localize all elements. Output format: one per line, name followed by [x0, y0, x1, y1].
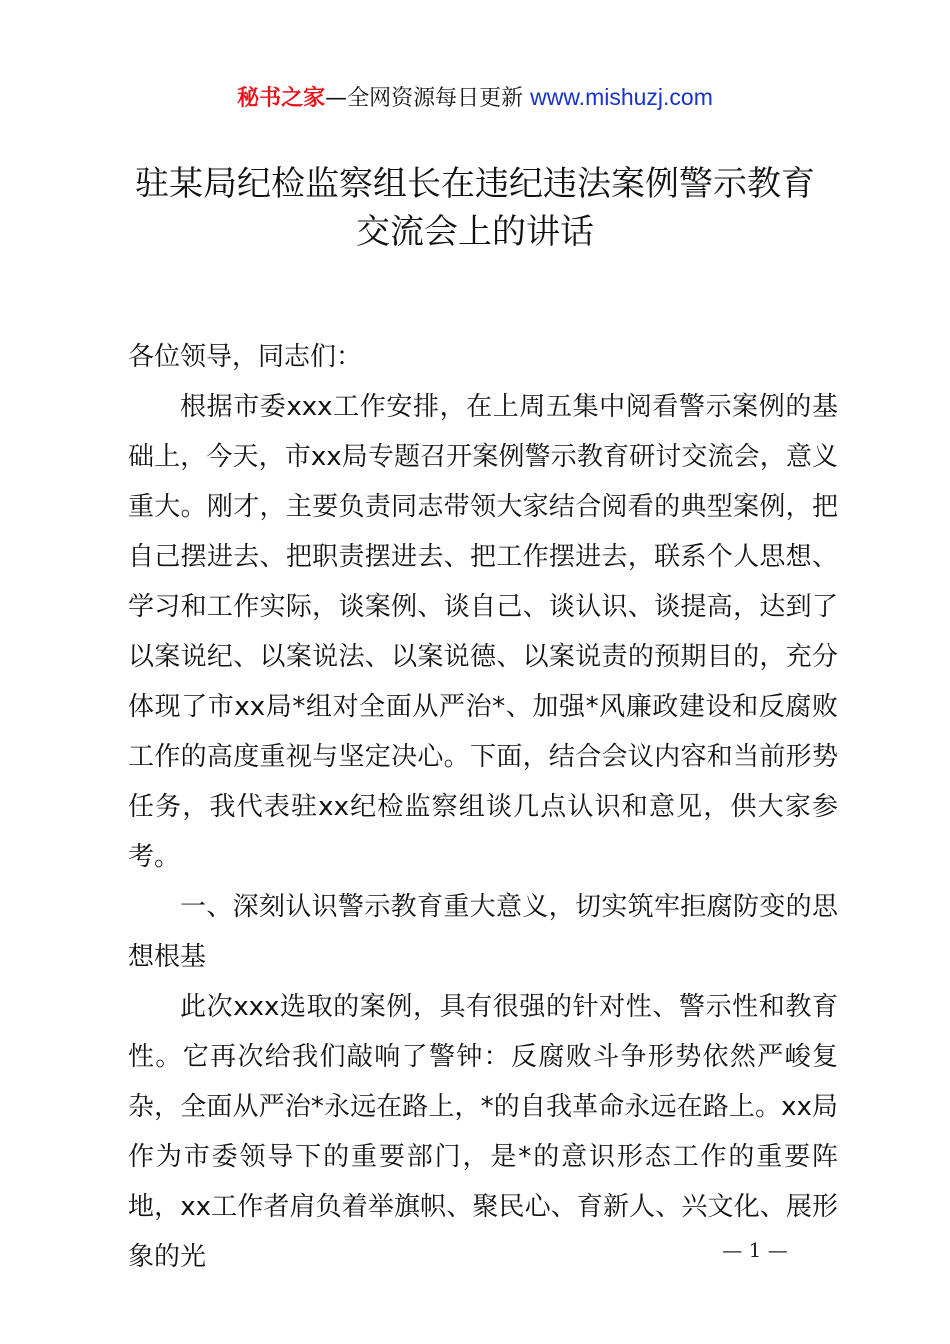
header-tagline: —全网资源每日更新	[325, 86, 531, 111]
body-paragraph: 此次xxx选取的案例，具有很强的针对性、警示性和教育性。它再次给我们敲响了警钟：反腐败斗争形势依然严峻复杂，全面从严治*永远在路上，*的自我革命永远在路上。xx局作为市委领导下的重要部门，是*的意识形态工作的重要阵地，xx工作者肩负着举旗帜、聚民心、育新人、兴文化、展形象的光	[128, 992, 838, 1272]
title-line-2: 交流会上的讲话	[356, 212, 594, 252]
section-heading: 一、深刻认识警示教育重大意义，切实筑牢拒腐防变的思想根基	[128, 892, 838, 972]
title-line-1: 驻某局纪检监察组长在违纪违法案例警示教育	[135, 164, 815, 204]
document-body	[128, 332, 838, 1282]
body-paragraph: 根据市委xxx工作安排，在上周五集中阅看警示案例的基础上，今天，市xx局专题召开案例警示教育研讨交流会，意义重大。刚才，主要负责同志带领大家结合阅看的典型案例，把自己摆进去、把职责摆进去、把工作摆进去，联系个人思想、学习和工作实际，谈案例、谈自己、谈认识、谈提高，达到了以案说纪、以案说法、以案说德、以案说责的预期目的，充分体现了市xx局*组对全面从严治*、加强*风廉政建设和反腐败工作的高度重视与坚定决心。下面，结合会议内容和当前形势任务，我代表驻xx纪检监察组谈几点认识和意见，供大家参考。	[128, 392, 838, 872]
site-header	[0, 82, 950, 114]
page-number: — 1 —	[722, 1238, 788, 1262]
document-title	[80, 160, 870, 256]
brand-name: 秘书之家	[237, 86, 326, 111]
salutation: 各位领导，同志们：	[128, 342, 363, 372]
site-url-link[interactable]: www.mishuzj.com	[530, 84, 713, 110]
